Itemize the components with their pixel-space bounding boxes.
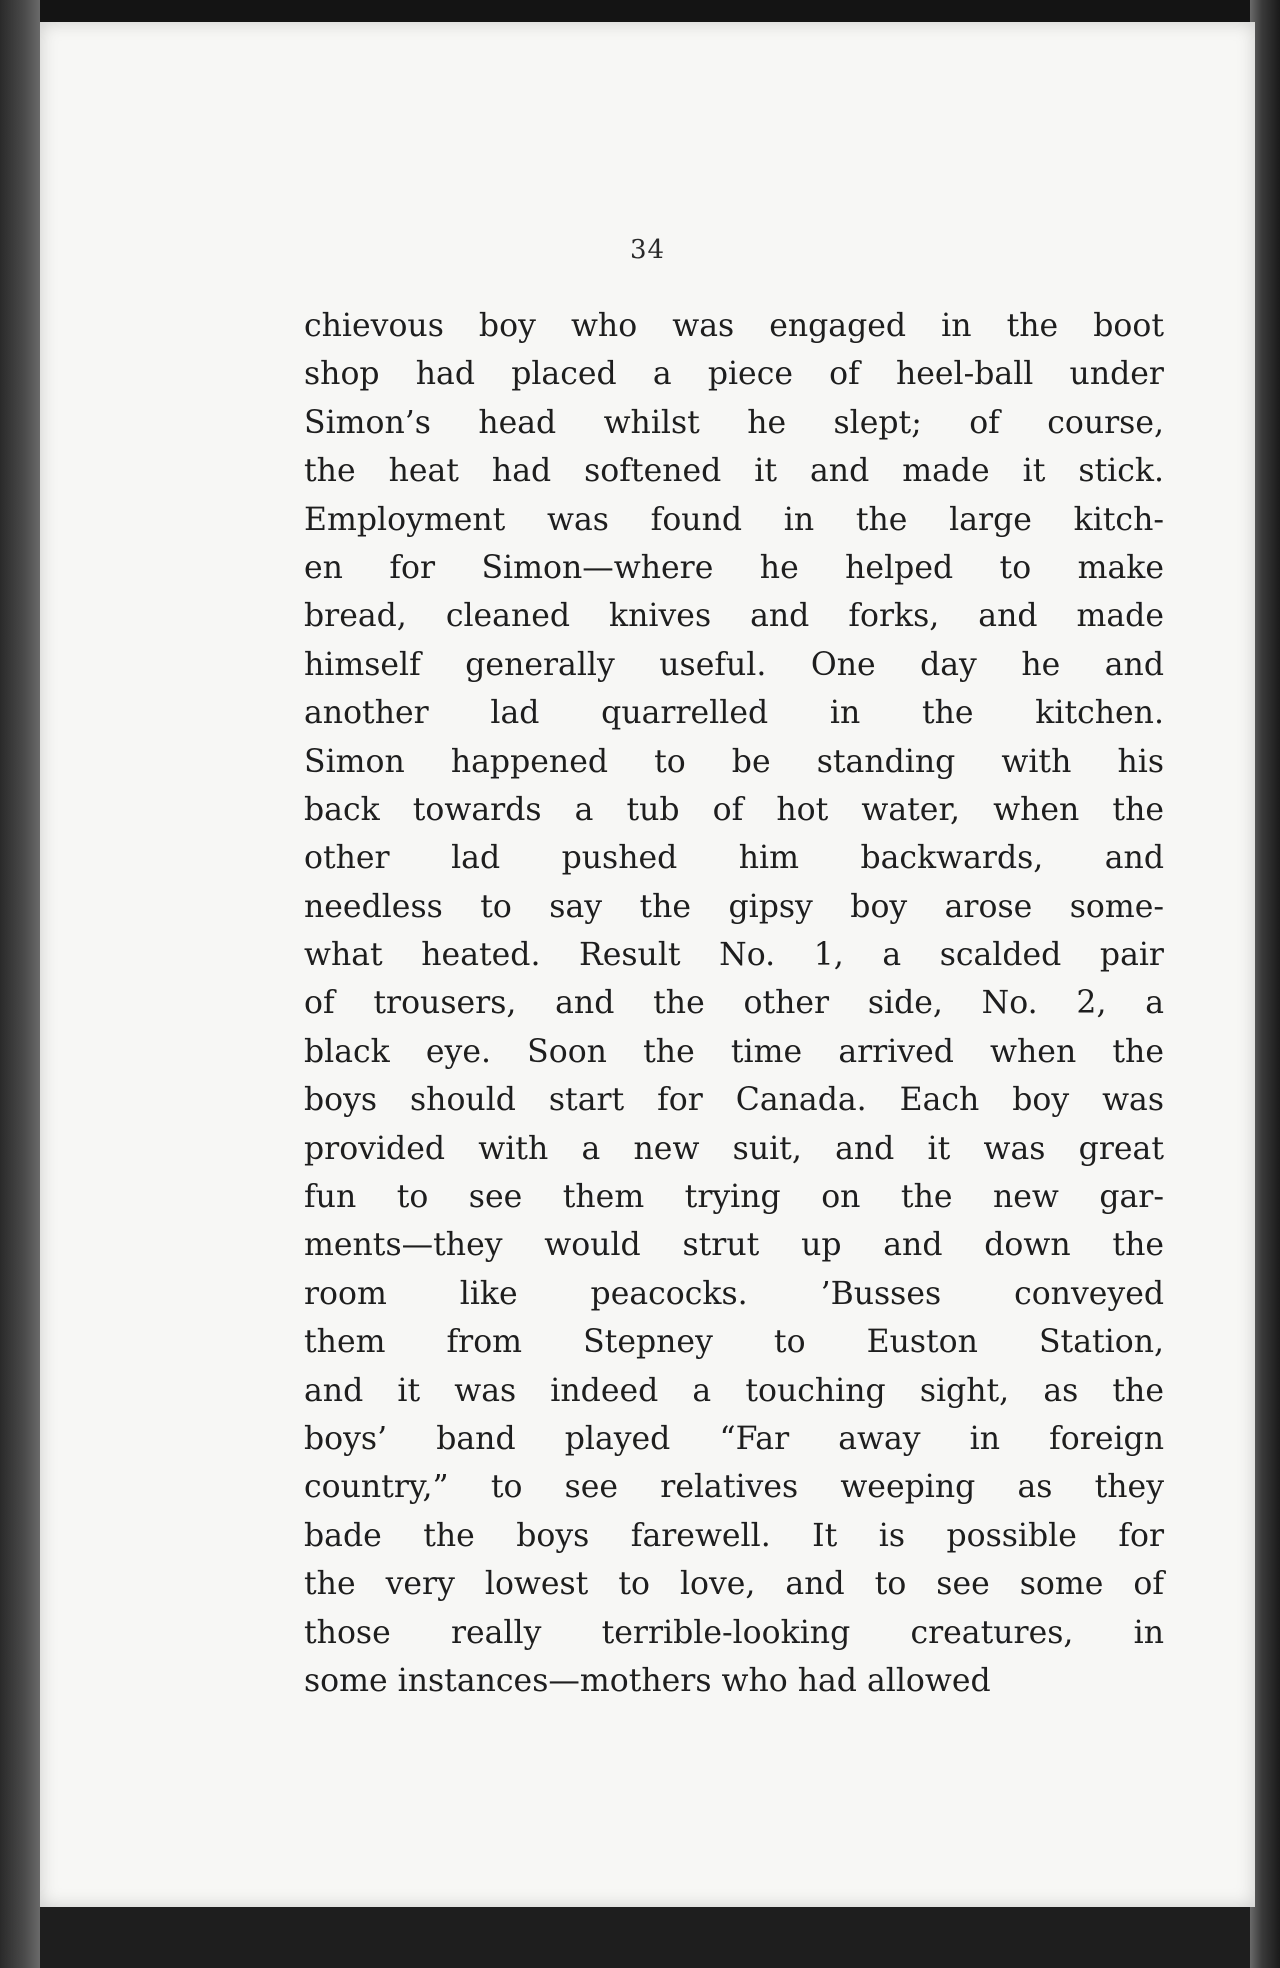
text-line: and it was indeed a touching sight, as the [304, 1372, 1164, 1409]
text-line: Simon’s head whilst he slept; of course, [304, 404, 1164, 441]
text-line: fun to see them trying on the new gar- [304, 1179, 1164, 1216]
page-number: 34 [629, 235, 666, 265]
text-line: needless to say the gipsy boy arose some- [304, 888, 1164, 925]
text-line: black eye. Soon the time arrived when the [304, 1033, 1164, 1070]
book-spine-edge [0, 0, 40, 1968]
text-line: some instances—mothers who had allowed [304, 1662, 991, 1699]
text-line: the heat had softened it and made it stick. [304, 453, 1164, 490]
text-line: another lad quarrelled in the kitchen. [304, 695, 1164, 732]
book-page [40, 22, 1255, 1907]
text-line: the very lowest to love, and to see some of [304, 1566, 1164, 1603]
text-line: boys should start for Canada. Each boy was [304, 1082, 1164, 1119]
text-line: them from Stepney to Euston Station, [304, 1324, 1164, 1361]
text-line: Employment was found in the large kitch- [304, 501, 1164, 538]
text-line: boys’ band played “Far away in foreign [304, 1420, 1164, 1457]
text-line: provided with a new suit, and it was great [304, 1130, 1164, 1167]
text-line: ments—they would strut up and down the [304, 1227, 1164, 1264]
text-line: other lad pushed him backwards, and [304, 840, 1164, 877]
text-line: of trousers, and the other side, No. 2, a [304, 985, 1164, 1022]
text-line: back towards a tub of hot water, when the [304, 791, 1164, 828]
text-line: country,” to see relatives weeping as they [304, 1469, 1164, 1506]
text-line: en for Simon—where he helped to make [304, 549, 1164, 586]
text-line: bade the boys farewell. It is possible for [304, 1517, 1164, 1554]
text-line: chievous boy who was engaged in the boot [304, 308, 1164, 344]
text-line: Simon happened to be standing with his [304, 743, 1164, 780]
text-line: shop had placed a piece of heel-ball under [304, 356, 1164, 393]
text-line: room like peacocks. ’Busses conveyed [304, 1275, 1164, 1312]
text-line: himself generally useful. One day he and [304, 646, 1164, 683]
text-line: those really terrible-looking creatures, in [304, 1614, 1164, 1651]
scan-top-edge [0, 0, 1280, 22]
text-line: bread, cleaned knives and forks, and made [304, 598, 1164, 635]
body-text [304, 302, 1164, 1705]
text-line: what heated. Result No. 1, a scalded pair [304, 937, 1164, 974]
